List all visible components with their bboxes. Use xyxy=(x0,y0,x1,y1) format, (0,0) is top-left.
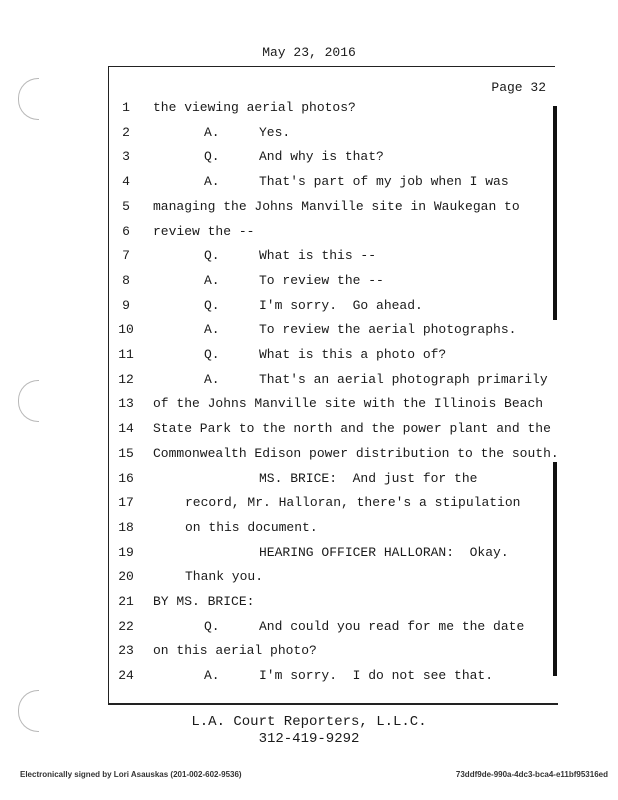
transcript-line xyxy=(0,372,618,396)
line-number: 10 xyxy=(118,322,134,338)
transcript-line xyxy=(0,569,618,593)
line-number: 23 xyxy=(118,643,134,659)
line-number: 11 xyxy=(118,347,134,362)
line-number: 24 xyxy=(118,668,134,684)
speaker-marker: A. xyxy=(204,668,220,684)
speaker-marker: Q. xyxy=(204,297,220,313)
line-number: 22 xyxy=(118,618,134,634)
speaker-marker: A. xyxy=(204,174,220,190)
line-number: 13 xyxy=(118,396,134,412)
transcript-line xyxy=(0,322,618,346)
line-text: To review the -- xyxy=(259,272,384,288)
line-number: 16 xyxy=(118,470,134,486)
transcript-date: May 23, 2016 xyxy=(262,45,356,60)
transcript-line xyxy=(0,273,618,297)
transcript-line xyxy=(0,643,618,667)
transcript-line xyxy=(0,421,618,445)
line-text: To review the aerial photographs. xyxy=(259,322,517,338)
transcript-line xyxy=(0,125,618,149)
transcript-line xyxy=(0,446,618,470)
transcript-line xyxy=(0,298,618,322)
line-text: of the Johns Manville site with the Illinois Beach xyxy=(153,396,544,412)
line-text: That's part of my job when I was xyxy=(259,174,509,190)
transcript-line xyxy=(0,100,618,124)
line-number: 20 xyxy=(118,569,134,585)
line-number: 8 xyxy=(122,272,130,288)
line-number: 18 xyxy=(118,519,134,535)
speaker-marker: Q. xyxy=(204,248,220,264)
line-number: 14 xyxy=(118,421,134,437)
transcript-line xyxy=(0,520,618,544)
line-text: managing the Johns Manville site in Waukegan to xyxy=(153,198,520,214)
line-text: review the -- xyxy=(153,223,255,239)
transcript-line xyxy=(0,248,618,272)
line-text: HEARING OFFICER HALLORAN: Okay. xyxy=(259,544,509,560)
speaker-marker: Q. xyxy=(204,618,220,634)
line-text: Yes. xyxy=(259,124,291,140)
speaker-marker: Q. xyxy=(204,149,220,165)
line-number: 2 xyxy=(122,124,130,140)
line-number: 7 xyxy=(122,248,130,264)
court-reporter-firm: L.A. Court Reporters, L.L.C. xyxy=(191,714,427,730)
line-text: Thank you. xyxy=(185,569,264,585)
line-text: What is this -- xyxy=(259,248,377,264)
transcript-line xyxy=(0,668,618,692)
transcript-line xyxy=(0,149,618,173)
transcript-line xyxy=(0,174,618,198)
transcript-line xyxy=(0,396,618,420)
line-number: 19 xyxy=(118,544,134,560)
document-hash: 73ddf9de-990a-4dc3-bca4-e11bf95316ed xyxy=(455,770,608,779)
line-number: 4 xyxy=(122,174,130,190)
line-number: 5 xyxy=(122,198,130,214)
line-text: I'm sorry. I do not see that. xyxy=(259,668,494,684)
line-text: Commonwealth Edison power distribution to the south. xyxy=(153,445,559,461)
transcript-line xyxy=(0,224,618,248)
line-text: And could you read for me the date xyxy=(259,618,525,634)
line-number: 21 xyxy=(118,594,134,609)
line-text: I'm sorry. Go ahead. xyxy=(259,297,423,313)
transcript-line xyxy=(0,471,618,495)
line-text: BY MS. BRICE: xyxy=(153,594,255,609)
line-text: What is this a photo of? xyxy=(259,347,447,362)
line-text: on this document. xyxy=(185,519,318,535)
line-text: the viewing aerial photos? xyxy=(153,100,356,115)
line-text: That's an aerial photograph primarily xyxy=(259,371,548,387)
court-reporter-phone: 312-419-9292 xyxy=(258,731,360,747)
speaker-marker: A. xyxy=(204,322,220,338)
line-number: 9 xyxy=(122,297,130,313)
transcript-line xyxy=(0,347,618,371)
line-text: MS. BRICE: And just for the xyxy=(259,470,478,486)
speaker-marker: Q. xyxy=(204,347,220,362)
transcript-line xyxy=(0,545,618,569)
transcript-line xyxy=(0,594,618,618)
line-number: 1 xyxy=(122,100,130,115)
transcript-line xyxy=(0,619,618,643)
line-number: 12 xyxy=(118,371,134,387)
electronic-signature: Electronically signed by Lori Asauskas (201-002-602-9536) xyxy=(20,770,242,779)
line-text: on this aerial photo? xyxy=(153,643,317,659)
page-number: Page 32 xyxy=(491,80,546,95)
speaker-marker: A. xyxy=(204,371,220,387)
line-number: 3 xyxy=(122,149,130,165)
line-number: 17 xyxy=(118,495,134,511)
transcript-line xyxy=(0,495,618,519)
line-text: And why is that? xyxy=(259,149,384,165)
line-number: 15 xyxy=(118,445,134,461)
line-text: State Park to the north and the power plant and the xyxy=(153,421,551,437)
line-number: 6 xyxy=(122,223,130,239)
speaker-marker: A. xyxy=(204,272,220,288)
line-text: record, Mr. Halloran, there's a stipulation xyxy=(185,495,521,511)
transcript-line xyxy=(0,199,618,223)
speaker-marker: A. xyxy=(204,124,220,140)
page-frame-bottom-rule xyxy=(108,703,558,705)
